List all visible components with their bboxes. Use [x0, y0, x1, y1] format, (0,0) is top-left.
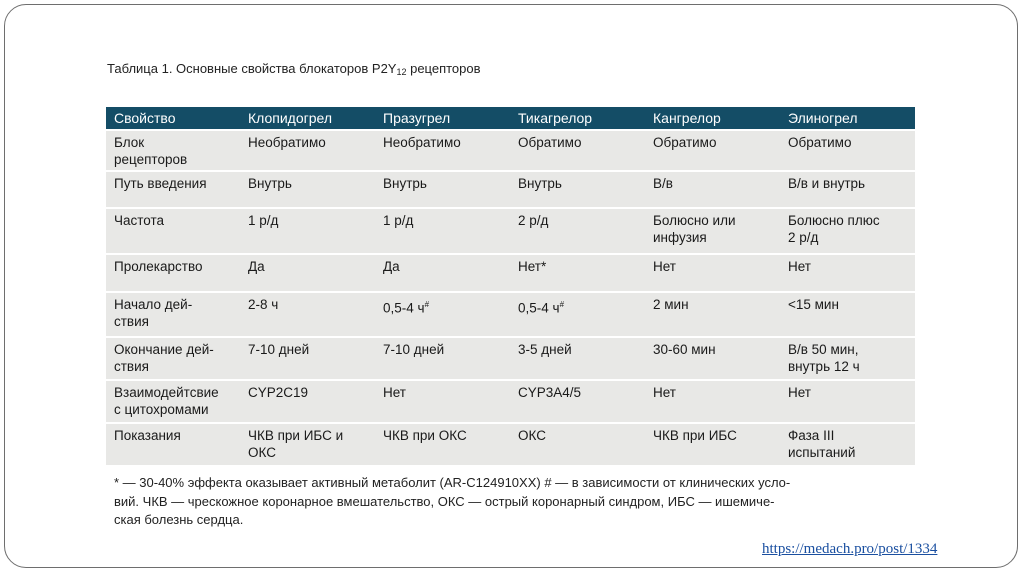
caption-suffix: рецепторов — [406, 61, 481, 76]
table-cell: 3-5 дней — [510, 337, 645, 380]
table-caption — [107, 61, 481, 77]
table-row — [106, 171, 915, 208]
table-row — [106, 292, 915, 337]
table-cell: Да — [240, 254, 375, 292]
table-cell: Нет — [645, 380, 780, 423]
table-cell: 7-10 дней — [240, 337, 375, 380]
table-cell: Внутрь — [375, 171, 510, 208]
property-name-cell: Окончание дей- ствия — [106, 337, 240, 380]
property-name-cell: Путь введения — [106, 171, 240, 208]
table-cell: Необратимо — [375, 130, 510, 171]
table-cell: Фаза III испытаний — [780, 423, 915, 465]
table-cell: В/в — [645, 171, 780, 208]
table-cell: Да — [375, 254, 510, 292]
property-name-cell: Показания — [106, 423, 240, 465]
table-cell: Болюсно или инфузия — [645, 208, 780, 254]
table-row — [106, 208, 915, 254]
table-row — [106, 130, 915, 171]
table-row — [106, 380, 915, 423]
table-cell: ЧКВ при ИБС и ОКС — [240, 423, 375, 465]
table-cell: Нет — [780, 254, 915, 292]
table-cell: ЧКВ при ИБС — [645, 423, 780, 465]
table-cell: 2 мин — [645, 292, 780, 337]
table-cell: В/в 50 мин, внутрь 12 ч — [780, 337, 915, 380]
table-cell: ЧКВ при ОКС — [375, 423, 510, 465]
table-cell: Внутрь — [240, 171, 375, 208]
table-cell: Обратимо — [510, 130, 645, 171]
table-cell: Болюсно плюс 2 р/д — [780, 208, 915, 254]
property-name-cell: Взаимодейтсвие с цитохромами — [106, 380, 240, 423]
footnote: * — 30-40% эффекта оказывает активный метаболит (AR-C124910XX) # — в зависимости от клинических усло- вий. ЧКВ — чрескожное коронарное вмешательство, ОКС — острый коронарный синдром, ИБС — ишемиче- ская болезнь сердца. — [114, 475, 791, 527]
table-cell: 0,5-4 ч# — [510, 292, 645, 337]
property-name-cell: Пролекарство — [106, 254, 240, 292]
caption-text: Таблица 1. Основные свойства блокаторов P2Y — [107, 61, 397, 76]
header-cell: Празугрел — [375, 107, 510, 130]
header-row — [106, 107, 915, 130]
table-cell: CYP3A4/5 — [510, 380, 645, 423]
table-cell: CYP2C19 — [240, 380, 375, 423]
header-cell: Элиногрел — [780, 107, 915, 130]
table-cell: <15 мин — [780, 292, 915, 337]
table-cell: 2 р/д — [510, 208, 645, 254]
table-cell: Обратимо — [780, 130, 915, 171]
table-cell: Нет — [375, 380, 510, 423]
table-row — [106, 423, 915, 465]
table-cell: Нет — [645, 254, 780, 292]
table-cell: 0,5-4 ч# — [375, 292, 510, 337]
table-row — [106, 254, 915, 292]
table-cell: Обратимо — [645, 130, 780, 171]
properties-table — [106, 107, 915, 465]
source-link[interactable]: https://medach.pro/post/1334 — [762, 541, 938, 557]
header-cell: Кангрелор — [645, 107, 780, 130]
property-name-cell: Частота — [106, 208, 240, 254]
table-row — [106, 337, 915, 380]
header-cell: Тикагрелор — [510, 107, 645, 130]
table-cell: ОКС — [510, 423, 645, 465]
property-name-cell: Блок рецепторов — [106, 130, 240, 171]
header-cell: Клопидогрел — [240, 107, 375, 130]
table-cell: Необратимо — [240, 130, 375, 171]
table-cell: 7-10 дней — [375, 337, 510, 380]
property-name-cell: Начало дей- ствия — [106, 292, 240, 337]
caption-subscript: 12 — [396, 67, 407, 77]
table-cell: 1 р/д — [375, 208, 510, 254]
table-cell: Нет* — [510, 254, 645, 292]
table-cell: 2-8 ч — [240, 292, 375, 337]
table-cell: 30-60 мин — [645, 337, 780, 380]
table-cell: Нет — [780, 380, 915, 423]
table-cell: Внутрь — [510, 171, 645, 208]
table-cell: В/в и внутрь — [780, 171, 915, 208]
header-cell: Свойство — [106, 107, 240, 130]
table-cell: 1 р/д — [240, 208, 375, 254]
